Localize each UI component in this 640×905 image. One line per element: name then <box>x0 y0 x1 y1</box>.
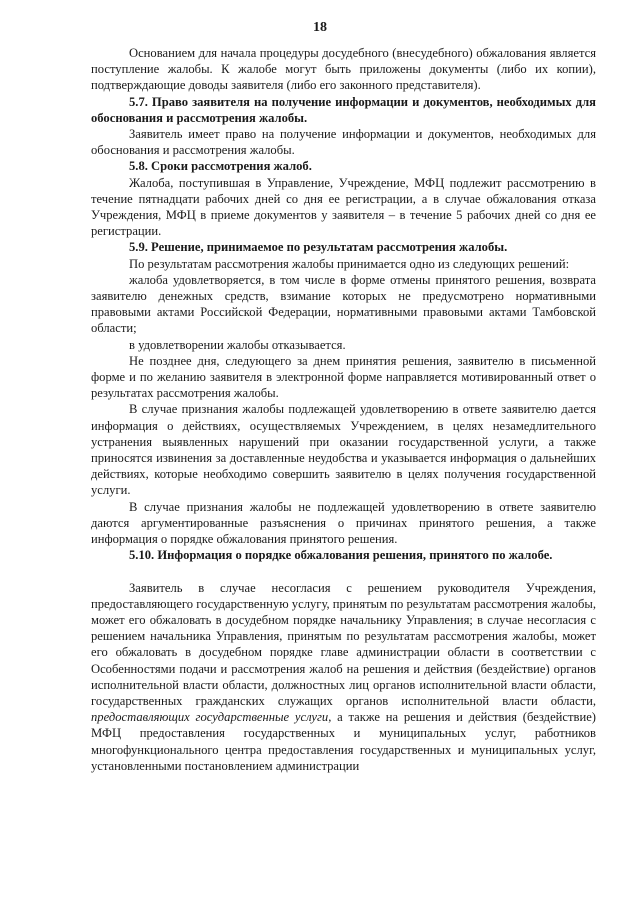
body-paragraph: В случае признания жалобы подлежащей удовлетворению в ответе заявителю дается информация о действиях, осуществляемых Учреждением, в целях незамедлительного устранения выявленных нарушений при оказании государственной услуги, а также приносятся извинения за доставленные неудобства и указывается информация о дальнейших действиях, которые необходимо совершить заявителю в целях получения государственной услуги. <box>91 402 596 498</box>
appeal-text-part1: Заявитель в случае несогласия с решением руководителя Учреждения, предоставляющего государственную услугу, принятым по результатам рассмотрения жалобы, может его обжаловать в досудебном порядке начальнику Управления; в случае несогласия с решением начальника Управления, принятым по результатам рассмотрения жалобы, может его обжаловать в досудебном порядке главе администрации области в соответствии с Особенностями подачи и рассмотрения жалоб на решения и действия (бездействие) органов исполнительной власти области, должностных лиц органов исполнительной власти области, государственных гражданских служащих органов исполнительной власти области, <box>91 580 596 708</box>
body-paragraph: Жалоба, поступившая в Управление, Учреждение, МФЦ подлежит рассмотрению в течение пятнадцати рабочих дней со дня ее регистрации, а в случае обжалования отказа Учреждения, МФЦ в приеме документов у заявителя – в течение 5 рабочих дней со дня ее регистрации. <box>91 175 596 239</box>
body-paragraph: Не позднее дня, следующего за днем принятия решения, заявителю в письменной форме и по желанию заявителя в электронной форме направляется мотивированный ответ о результатах рассмотрения жалобы. <box>91 353 596 401</box>
body-paragraph: По результатам рассмотрения жалобы принимается одно из следующих решений: <box>129 256 570 271</box>
appeal-text-part2: , а также на решения и действия (бездействие) МФЦ предоставления государственных и муниципальных услуг, работников многофункционального центра предоставления государственных и муниципальных услуг, установленными постановлением администрации <box>91 710 596 773</box>
section-heading: 5.7. Право заявителя на получение информации и документов, необходимых для обоснования и рассмотрения жалобы. <box>91 94 596 125</box>
body-paragraph: В случае признания жалобы не подлежащей удовлетворению в ответе заявителю даются аргументированные разъяснения о причинах принятого решения, а также информация о порядке обжалования принятого решения. <box>91 499 596 547</box>
body-paragraph: жалоба удовлетворяется, в том числе в форме отмены принятого решения, возврата заявителю денежных средств, взимание которых не предусмотрено нормативными правовыми актами Российской Федерации, нормативными правовыми актами Тамбовской области; <box>91 272 596 336</box>
section-heading: 5.9. Решение, принимаемое по результатам рассмотрения жалобы. <box>129 240 508 255</box>
document-body <box>91 45 596 774</box>
section-heading: 5.10. Информация о порядке обжалования решения, принятого по жалобе. <box>129 548 553 563</box>
paragraph-list <box>91 45 596 564</box>
appeal-procedure-paragraph <box>91 580 596 774</box>
body-paragraph: Заявитель имеет право на получение информации и документов, необходимых для обоснования и рассмотрения жалобы. <box>91 127 596 158</box>
body-paragraph: Основанием для начала процедуры досудебного (внесудебного) обжалования является поступление жалобы. К жалобе могут быть приложены документы (либо их копии), подтверждающие доводы заявителя (либо его законного представителя). <box>91 46 596 93</box>
section-heading: 5.8. Сроки рассмотрения жалоб. <box>129 159 312 174</box>
body-paragraph: в удовлетворении жалобы отказывается. <box>129 337 346 352</box>
page-number: 18 <box>313 20 327 35</box>
appeal-text-italic: предоставляющих государственные услуги <box>91 710 329 725</box>
